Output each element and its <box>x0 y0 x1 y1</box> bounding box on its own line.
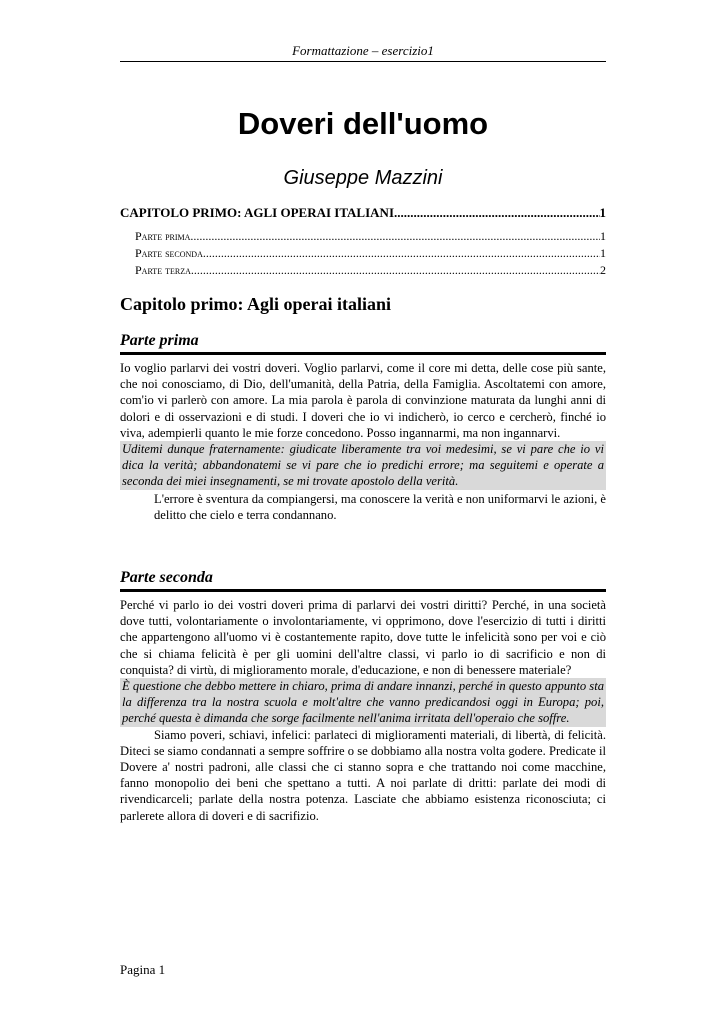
toc-entry-chapter[interactable] <box>120 204 606 222</box>
body-paragraph: Perché vi parlo io dei vostri doveri prima di parlarvi dei vostri diritti? Perché, in una società dove tutti, volontariamente o involontariamente, vi opprimono, dove l'esercizio di tutti i diritti che appartengono all'uomo vi è costantemente rapito, dove tutte le infelicità sono per voi e ciò che si chiama felicità è per gli uomini dell'altre classi, vi parlo io di sacrificio e non di conquista? di virtù, di miglioramento morale, d'educazione, e non di benessere materiale? <box>120 598 606 677</box>
toc-entry-page: 1 <box>600 246 606 260</box>
section-body-parte-prima <box>120 360 606 523</box>
running-header: Formattazione – esercizio1 <box>292 43 434 58</box>
toc-leader-dots <box>394 204 600 222</box>
toc-entry-parte-terza[interactable] <box>120 262 606 279</box>
toc-entry-page: 1 <box>600 229 606 243</box>
header-rule <box>120 61 606 62</box>
chapter-heading: Capitolo primo: Agli operai italiani <box>120 294 392 314</box>
toc-entry-label: CAPITOLO PRIMO: AGLI OPERAI ITALIANI <box>120 205 394 220</box>
body-paragraph: Io voglio parlarvi dei vostri doveri. Voglio parlarvi, come il core mi detta, delle cose più sante, che noi conosciamo, di Dio, dell'umanità, della Patria, della Famiglia. Ascoltatemi con amore, com'io vi parlerò con amore. La mia parola è parola di convinzione maturata da lunghi anni di dolori e di osservazioni e di studi. I doveri che io vi indicherò, io cerco e cercherò, finché io viva, adempierli quanto le mie forze concedono. Posso ingannarmi, ma non ingannarvi. <box>120 361 606 440</box>
section-body-parte-seconda <box>120 597 606 824</box>
section-heading-parte-seconda: Parte seconda <box>120 568 606 592</box>
toc-entry-parte-prima[interactable] <box>120 228 606 245</box>
toc-entry-label: Parte prima <box>135 229 191 243</box>
toc-leader-dots <box>190 228 600 245</box>
toc-entry-label: Parte terza <box>135 263 191 277</box>
table-of-contents <box>120 204 606 279</box>
document-title: Doveri dell'uomo <box>237 106 489 141</box>
page-footer: Pagina 1 <box>120 962 166 977</box>
toc-entry-page: 1 <box>599 205 606 220</box>
highlighted-quote: Uditemi dunque fraternamente: giudicate liberamente tra voi medesimi, se vi pare che io vi dica la verità; abbandonatemi se vi pare che io predichi errore; ma seguitemi e operate a seconda dei miei insegnamenti, se mi trovate apostolo della verità. <box>122 442 604 489</box>
toc-leader-dots <box>191 262 600 279</box>
toc-entry-parte-seconda[interactable] <box>120 245 606 262</box>
highlighted-quote: È questione che debbo mettere in chiaro, prima di andare innanzi, perché in questo appunto sta la differenza tra la nostra scuola e molt'altre che vanno predicandosi oggi in Europa; poi, perché questa è dimanda che sorge facilmente nell'anima irritata dell'operaio che soffre. <box>122 679 604 726</box>
toc-entry-label: Parte seconda <box>135 246 203 260</box>
toc-entry-page: 2 <box>600 263 606 277</box>
document-author: Giuseppe Mazzini <box>283 167 443 189</box>
body-paragraph: Siamo poveri, schiavi, infelici: parlateci di miglioramenti materiali, di libertà, di felicità. Diteci se siamo condannati a sempre soffrire o se dobbiamo alla nostra volta godere. Predicate il Dovere a' nostri padroni, alle classi che ci stanno sopra e che trattando noi come macchine, fanno monopolio dei beni che spettano a tutti. A noi parlate di dritti: parlate dei modi di rivendicarceli; parlate della nostra potenza. Lasciate che abbiamo esistenza riconosciuta; ci parlerete allora di doveri e di sacrifizio. <box>120 727 606 823</box>
section-heading-parte-prima: Parte prima <box>120 331 606 355</box>
toc-leader-dots <box>203 245 600 262</box>
body-paragraph: L'errore è sventura da compiangersi, ma conoscere la verità e non uniformarvi le azioni, è delitto che cielo e terra condannano. <box>154 491 606 522</box>
